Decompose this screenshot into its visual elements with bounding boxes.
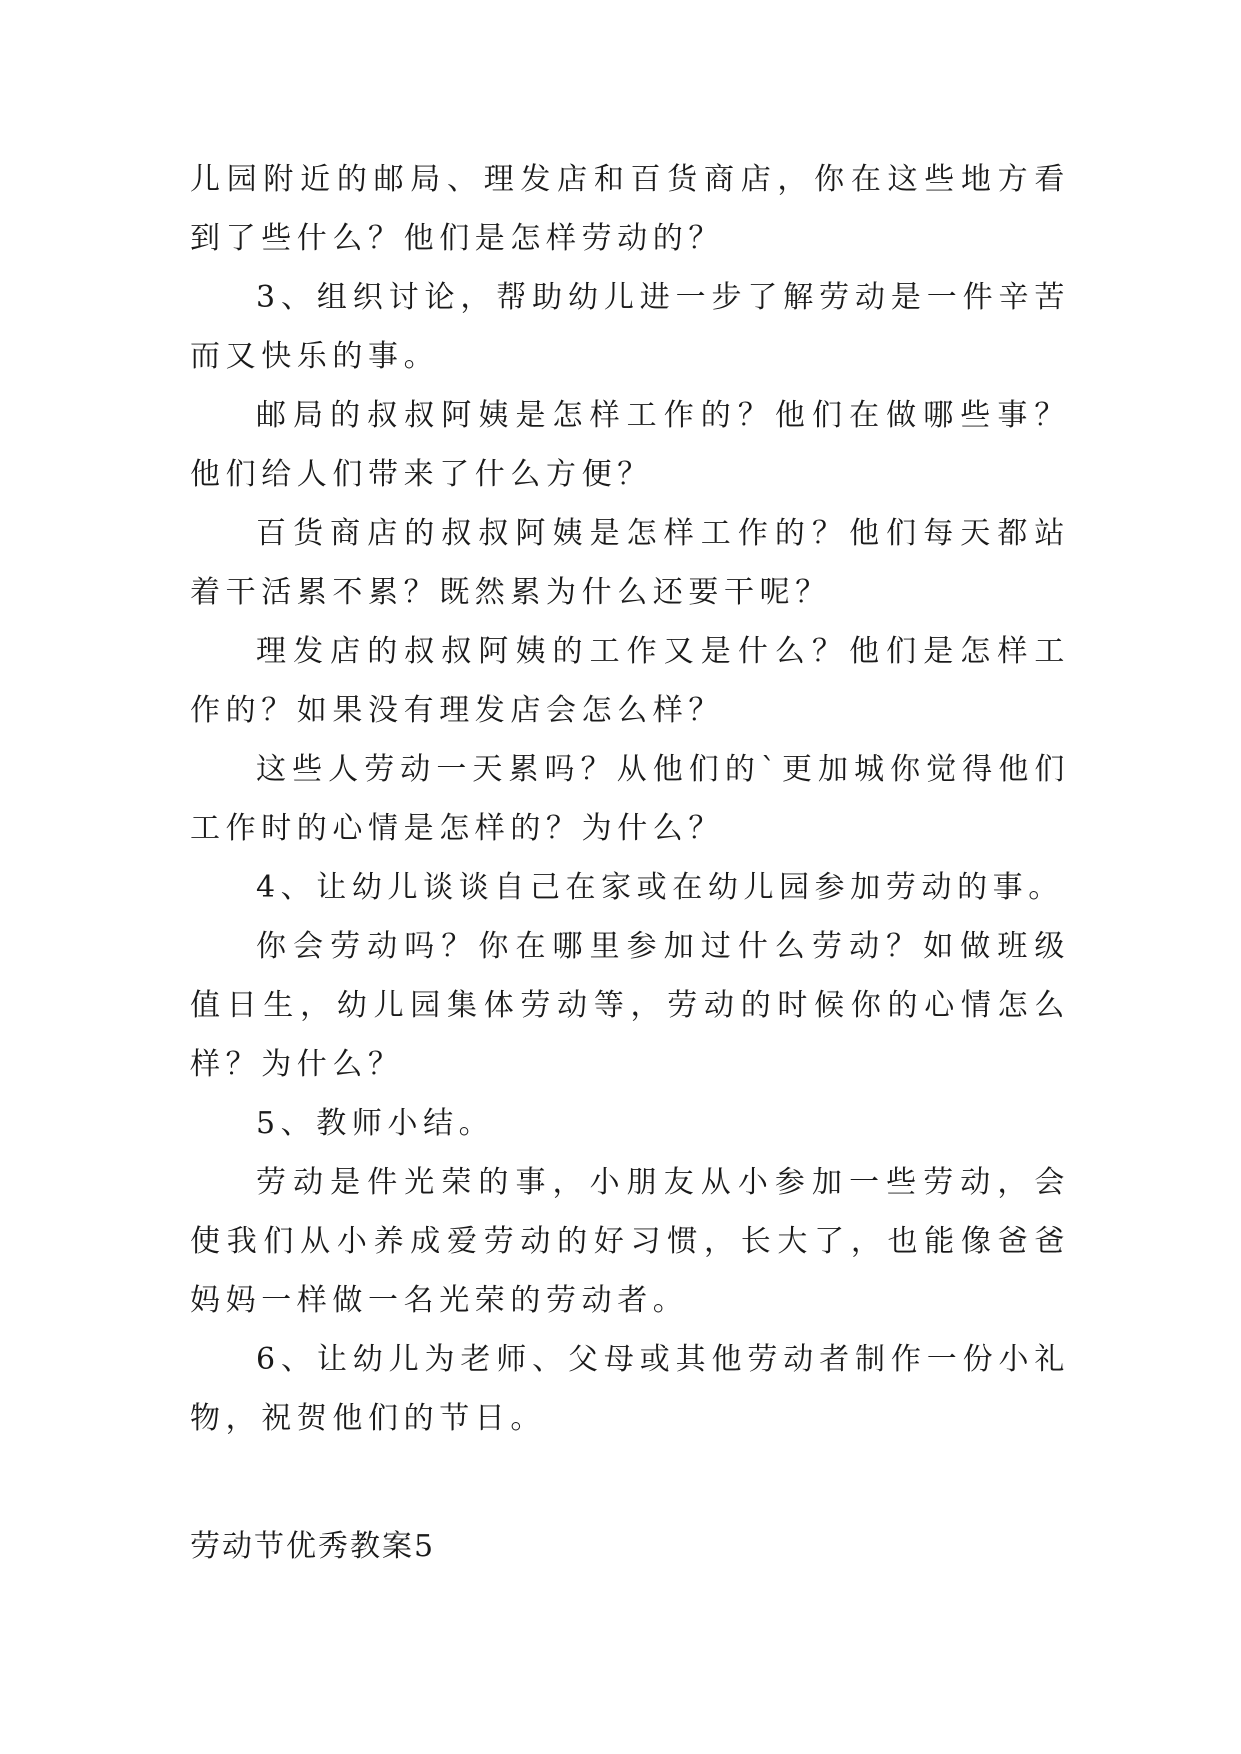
section-title: 劳动节优秀教案5 (190, 1529, 436, 1564)
paragraph-summary: 劳动是件光荣的事，小朋友从小参加一些劳动，会使我们从小养成爱劳动的好习惯，长大了，也能像爸爸妈妈一样做一名光荣的劳动者。 (190, 1165, 1070, 1318)
paragraph-continuation: 儿园附近的邮局、理发店和百货商店，你在这些地方看到了些什么？他们是怎样劳动的？ (190, 162, 1070, 256)
paragraph-barber-question: 理发店的叔叔阿姨的工作又是什么？他们是怎样工作的？如果没有理发店会怎么样？ (190, 634, 1070, 728)
paragraph-step-6: 6、让幼儿为老师、父母或其他劳动者制作一份小礼物，祝贺他们的节日。 (190, 1342, 1070, 1436)
paragraph-department-store-question: 百货商店的叔叔阿姨是怎样工作的？他们每天都站着干活累不累？既然累为什么还要干呢？ (190, 516, 1070, 610)
paragraph-labor-question: 你会劳动吗？你在哪里参加过什么劳动？如做班级值日生，幼儿园集体劳动等，劳动的时候你的心情怎么样？为什么？ (190, 929, 1070, 1082)
paragraph-post-office-question: 邮局的叔叔阿姨是怎样工作的？他们在做哪些事？他们给人们带来了什么方便？ (190, 398, 1070, 492)
paragraph-tired-question: 这些人劳动一天累吗？从他们的`更加城你觉得他们工作时的心情是怎样的？为什么？ (190, 752, 1070, 846)
paragraph-step-4: 4、让幼儿谈谈自己在家或在幼儿园参加劳动的事。 (256, 870, 1064, 905)
document-page (190, 150, 1070, 1576)
paragraph-step-5: 5、教师小结。 (256, 1106, 495, 1141)
paragraph-step-3: 3、组织讨论，帮助幼儿进一步了解劳动是一件辛苦而又快乐的事。 (190, 280, 1070, 374)
